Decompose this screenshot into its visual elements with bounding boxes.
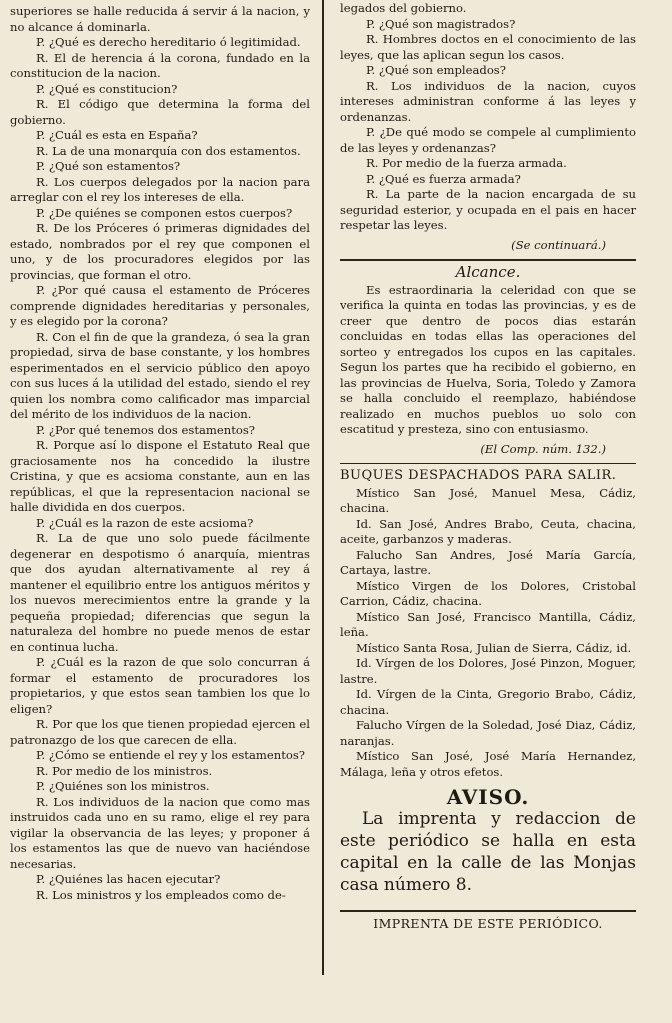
right-paragraph: P. ¿Qué son magistrados? xyxy=(366,16,516,31)
left-paragraph: P. ¿Quiénes las hacen ejecutar? xyxy=(36,872,221,886)
ship-entry: Falucho Vírgen de la Soledad, José Diaz, Cádiz, naranjas. xyxy=(340,718,636,748)
catechism-continuation xyxy=(340,1,636,234)
ship-entry: Místico Virgen de los Dolores, Cristobal Carrion, Cádiz, chacina. xyxy=(340,578,636,608)
left-paragraph: P. ¿Por qué tenemos dos estamentos? xyxy=(36,422,256,437)
ship-entry: Místico San José, Manuel Mesa, Cádiz, chacina. xyxy=(340,485,636,515)
left-paragraph: P. ¿Cuál es esta en España? xyxy=(36,128,198,142)
left-paragraph: P. ¿Quiénes son los ministros. xyxy=(36,779,210,793)
left-paragraph: R. Los cuerpos delegados por la nacion para arreglar con el rey los intereses de ella. xyxy=(10,174,310,204)
left-paragraph: P. ¿Cómo se entiende el rey y los estamentos? xyxy=(36,748,305,762)
ship-entry: Id. Vírgen de la Cinta, Gregorio Brabo, Cádiz, chacina. xyxy=(340,687,636,717)
right-paragraph: R. Por medio de la fuerza armada. xyxy=(366,156,567,170)
left-paragraph: P. ¿Cuál es la razon de que solo concurran á formar el estamento de procuradores los propietarios, y que estos sean tambien los que lo eligen? xyxy=(10,655,310,716)
right-paragraph: P. ¿Qué es fuerza armada? xyxy=(366,171,521,186)
left-paragraph: R. Por medio de los ministros. xyxy=(36,763,213,778)
section-divider xyxy=(340,259,636,261)
left-paragraph: P. ¿Qué son estamentos? xyxy=(36,159,181,173)
ship-entry: Id. San José, Andres Brabo, Ceuta, chacina, aceite, garbanzos y maderas. xyxy=(340,516,636,546)
left-paragraph: R. Porque así lo dispone el Estatuto Real que graciosamente nos ha concedido la ilustre Cristina, y que es acsioma constante, aun en las repúblicas, el que la representacion nacional se halle dividida en dos cuerpos. xyxy=(10,438,310,514)
ship-entry: Místico Santa Rosa, Julian de Sierra, Cádiz, id. xyxy=(356,640,632,655)
section-divider xyxy=(340,463,636,464)
column-divider xyxy=(322,0,324,975)
left-paragraph: R. El código que determina la forma del gobierno. xyxy=(10,97,310,127)
left-paragraph: R. De los Próceres ó primeras dignidades del estado, nombrados por el rey que componen el uno, y de los procuradores elegidos por las provincias, que forman el otro. xyxy=(10,221,310,282)
left-paragraph: R. Los individuos de la nacion que como mas instruidos cada uno en su ramo, elige el rey para vigilar la observancia de las leyes; y proponer á los estamentos las que de nuevo van haciéndose necesarias. xyxy=(10,794,310,871)
left-paragraph: P. ¿Qué es constitucion? xyxy=(36,81,178,96)
imprint-line: IMPRENTA DE ESTE PERIÓDICO. xyxy=(373,915,603,931)
left-paragraph: P. ¿Por qué causa el estamento de Próceres comprende dignidades hereditarias y personales, y es elegido por la corona? xyxy=(10,283,310,328)
right-paragraph: P. ¿De qué modo se compele al cumplimiento de las leyes y ordenanzas? xyxy=(340,125,636,155)
right-paragraph: legados del gobierno. xyxy=(340,1,467,15)
right-paragraph: R. Los individuos de la nacion, cuyos intereses administran conforme á las leyes y ordenanzas. xyxy=(340,78,636,124)
aviso-body: La imprenta y redaccion de este periódico se halla en esta capital en la calle de las Monjas casa número 8. xyxy=(340,808,636,895)
right-column xyxy=(340,1,636,931)
left-paragraph: R. Con el fin de que la grandeza, ó sea la gran propiedad, sirva de base constante, y los hombres esperimentados en el servicio público den apoyo con sus luces á la utilidad del estado, siendo el rey quien los nombra como calificador mas imparcial del mérito de los individuos de la nacion. xyxy=(10,329,310,421)
buques-heading: BUQUES DESPACHADOS PARA SALIR. xyxy=(340,468,617,483)
aviso-heading: AVISO. xyxy=(446,785,530,809)
right-paragraph: R. La parte de la nacion encargada de su seguridad esterior, y ocupada en el pais en hacer respetar las leyes. xyxy=(340,187,636,232)
ship-entry: Místico San José, José María Hernandez, Málaga, leña y otros efetos. xyxy=(340,749,636,779)
alcance-source: (El Comp. núm. 132.) xyxy=(480,441,606,456)
left-paragraph: R. La de que uno solo puede fácilmente degenerar en despotismo ó anarquía, mientras que dos ayudan alternativamente al rey á mantener el equilibrio entre los antiguos méritos y los nuevos merecimientos entre la grande y la pequeña propiedad; diferencias que segun la naturaleza del hombre no puede menos de estar en continua lucha. xyxy=(10,531,310,654)
ship-entry: Id. Vírgen de los Dolores, José Pinzon, Moguer, lastre. xyxy=(340,656,636,686)
left-paragraph: R. El de herencia á la corona, fundado en la constitucion de la nacion. xyxy=(10,50,310,80)
left-column xyxy=(10,4,310,903)
ship-entry: Falucho San Andres, José María García, Cartaya, lastre. xyxy=(340,547,636,577)
right-paragraph: R. Hombres doctos en el conocimiento de las leyes, que las aplican segun los casos. xyxy=(340,32,636,62)
ship-list xyxy=(340,486,636,781)
right-paragraph: P. ¿Qué son empleados? xyxy=(366,63,506,77)
ship-entry: Místico San José, Francisco Mantilla, Cádiz, leña. xyxy=(340,609,636,639)
left-paragraph: R. La de una monarquía con dos estamentos. xyxy=(36,143,301,158)
left-paragraph: P. ¿Cuál es la razon de este acsioma? xyxy=(36,515,254,530)
continuation-note: (Se continuará.) xyxy=(511,237,606,252)
alcance-body: Es estraordinaria la celeridad con que se verifica la quinta en todas las provincias, y es de creer que dentro de pocos dias estarán concluidas en todas ellas las operaciones del sorteo y entregados los cupos en las capitales. Segun los partes que ha recibido el gobierno, en las provincias de Huelva, Soria, Toledo y Zamora se halla concluido el reemplazo, habiéndose realizado en muchos pueblos uo solo con escatitud y presteza, sino con entusiasmo. xyxy=(340,282,636,436)
left-paragraph: R. Por que los que tienen propiedad ejercen el patronazgo de los que carecen de ella. xyxy=(10,717,310,747)
left-paragraph: superiores se halle reducida á servir á la nacion, y no alcance á dominarla. xyxy=(10,4,310,34)
left-paragraph: P. ¿De quiénes se componen estos cuerpos? xyxy=(36,205,293,220)
left-paragraph: R. Los ministros y los empleados como de- xyxy=(36,887,286,902)
imprint-rule xyxy=(340,910,636,912)
alcance-heading: Alcance. xyxy=(455,263,521,281)
left-paragraph: P. ¿Qué es derecho hereditario ó legitimidad. xyxy=(36,35,301,49)
